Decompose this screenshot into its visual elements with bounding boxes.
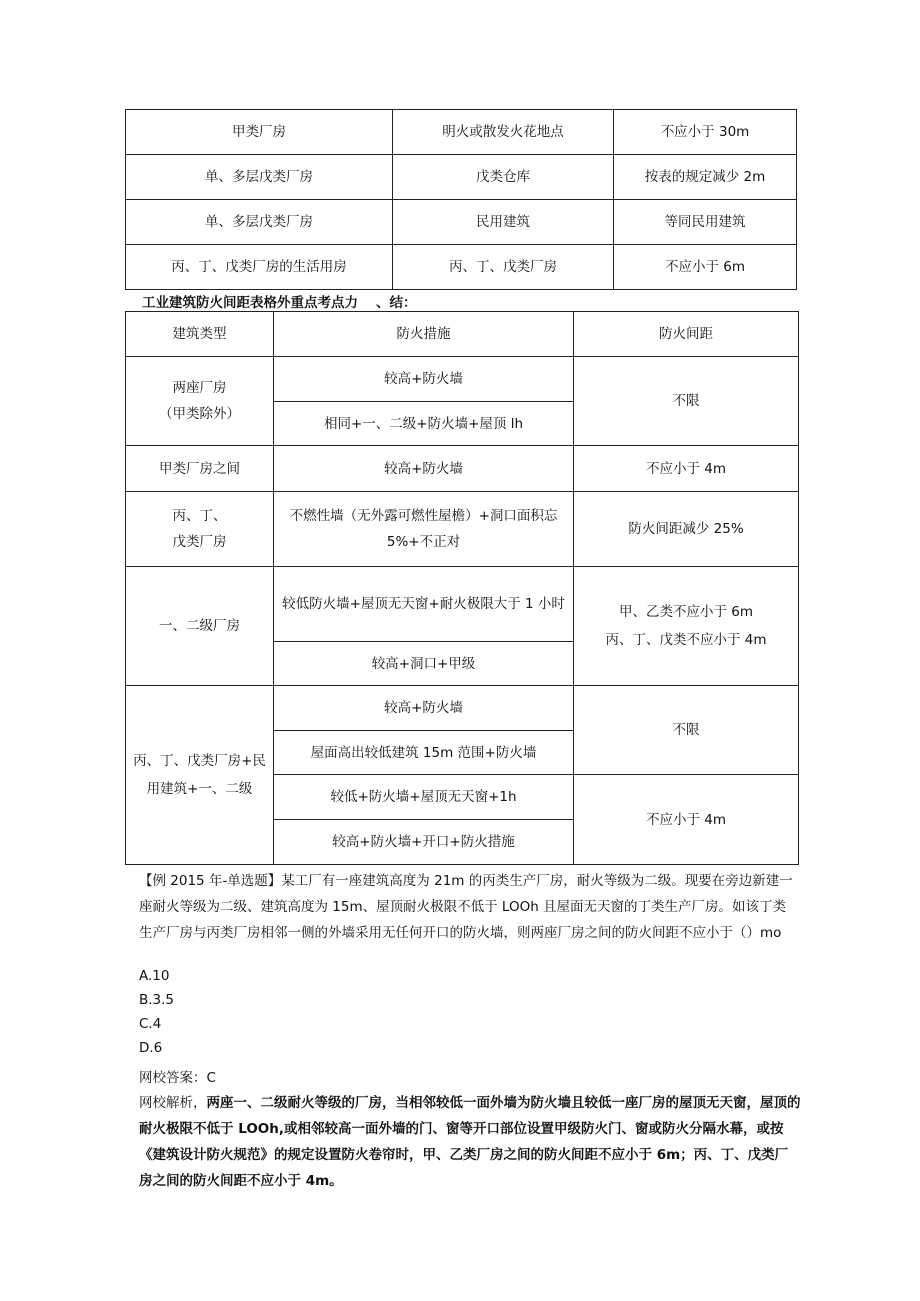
- table-cell: 明火或散发火花地点: [393, 110, 614, 155]
- option-d: D.6: [139, 1040, 163, 1056]
- table-cell: 单、多层戊类厂房: [126, 200, 393, 245]
- option-c: C.4: [139, 1016, 162, 1032]
- distance-cell: [574, 567, 799, 686]
- type-cell: 一、二级厂房: [126, 567, 274, 686]
- table-row: [126, 357, 799, 402]
- table-row: [126, 245, 797, 290]
- column-header-distance: 防火间距: [574, 312, 799, 357]
- distance-line: 甲、乙类不应小于 6m: [618, 604, 754, 620]
- type-cell: [126, 686, 274, 865]
- section-heading: [142, 291, 417, 311]
- measure-cell: [274, 492, 574, 567]
- table-row: [126, 686, 799, 731]
- type-line: 丙、丁、: [172, 508, 227, 524]
- analysis-text: 两座一、二级耐火等级的厂房，当相邻较低一面外墙为防火墙且较低一座厂房的屋顶无天窗，屋顶的耐火极限不低于 LOOh,或相邻较高一面外墙的门、窗等开口部位设置甲级防火门、窗或防火分隔水幕，或按《建筑设计防火规范》的规定设置防火卷帘时，甲、乙类厂房之间的防火间距不应小于 6m；丙、丁、戊类厂房之间的防火间距不应小于 4m。: [139, 1095, 801, 1189]
- analysis-paragraph: [139, 1090, 801, 1194]
- table-cell: 按表的规定减少 2m: [614, 155, 797, 200]
- distance-line: 丙、丁、戊类不应小于 4m: [605, 632, 767, 648]
- measure-line: 不燃性墙（无外露可燃性屋檐）+洞口面积忘: [289, 508, 558, 524]
- heading-text: 工业建筑防火间距表格外重点考点力: [142, 295, 358, 311]
- table-row: [126, 446, 799, 492]
- type-cell: [126, 357, 274, 446]
- table-header-row: [126, 312, 799, 357]
- answer-line: 网校答案：C: [139, 1070, 216, 1086]
- measure-cell: 较高+防火墙+开口+防火措施: [274, 820, 574, 865]
- measure-line: 5%+不正对: [386, 534, 461, 550]
- measure-cell: 较高+防火墙: [274, 357, 574, 402]
- industrial-spacing-summary-table: [125, 311, 799, 865]
- measure-cell: 较高+防火墙: [274, 446, 574, 492]
- upper-spacing-table: [125, 109, 797, 290]
- option-b: B.3.5: [139, 992, 175, 1008]
- type-cell: [126, 492, 274, 567]
- table-cell: 等同民用建筑: [614, 200, 797, 245]
- distance-cell: 不限: [574, 686, 799, 775]
- type-line: （甲类除外）: [159, 406, 240, 422]
- table-cell: 甲类厂房: [126, 110, 393, 155]
- measure-cell: 较高+洞口+甲级: [274, 642, 574, 686]
- measure-cell: 屋面高出较低建筑 15m 范围+防火墙: [274, 731, 574, 775]
- distance-cell: 不限: [574, 357, 799, 446]
- table-row: [126, 155, 797, 200]
- option-a: A.10: [139, 968, 170, 984]
- column-header-type: 建筑类型: [126, 312, 274, 357]
- table-row: [126, 110, 797, 155]
- table-row: [126, 492, 799, 567]
- type-line: 丙、丁、戊类厂房+民: [133, 753, 266, 769]
- table-cell: 不应小于 30m: [614, 110, 797, 155]
- measure-cell: 较低+防火墙+屋顶无天窗+1h: [274, 775, 574, 820]
- table-cell: 丙、丁、戊类厂房的生活用房: [126, 245, 393, 290]
- distance-cell: 防火间距减少 25%: [574, 492, 799, 567]
- type-line: 两座厂房: [172, 380, 227, 396]
- table-cell: 单、多层戊类厂房: [126, 155, 393, 200]
- measure-cell: 较低防火墙+屋顶无天窗+耐火极限大于 1 小时: [274, 567, 574, 642]
- analysis-label: 网校解析，: [139, 1095, 207, 1111]
- table-cell: 不应小于 6m: [614, 245, 797, 290]
- table-cell: 戊类仓库: [393, 155, 614, 200]
- type-line: 戊类厂房: [172, 534, 227, 550]
- measure-cell: 较高+防火墙: [274, 686, 574, 731]
- distance-cell: 不应小于 4m: [574, 446, 799, 492]
- table-cell: 丙、丁、戊类厂房: [393, 245, 614, 290]
- type-cell: 甲类厂房之间: [126, 446, 274, 492]
- example-question: 【例 2015 年-单选题】某工厂有一座建筑高度为 21m 的丙类生产厂房，耐火等级为二级。现要在旁边新建一座耐火等级为二级、建筑高度为 15m、屋顶耐火极限不低于 LOOh 且屋面无天窗的丁类生产厂房。如该丁类生产厂房与丙类厂房相邻一侧的外墙采用无任何开口的防火墙，则两座厂房之间的防火间距不应小于（）mo: [139, 873, 793, 941]
- measure-cell: 相同+一、二级+防火墙+屋顶 lh: [274, 402, 574, 446]
- table-cell: 民用建筑: [393, 200, 614, 245]
- type-line: 用建筑+一、二级: [146, 781, 253, 797]
- heading-suffix: 、结：: [376, 295, 417, 311]
- table-row: [126, 567, 799, 642]
- distance-cell: 不应小于 4m: [574, 775, 799, 865]
- table-row: [126, 200, 797, 245]
- column-header-measure: 防火措施: [274, 312, 574, 357]
- answer-options: [139, 964, 174, 1060]
